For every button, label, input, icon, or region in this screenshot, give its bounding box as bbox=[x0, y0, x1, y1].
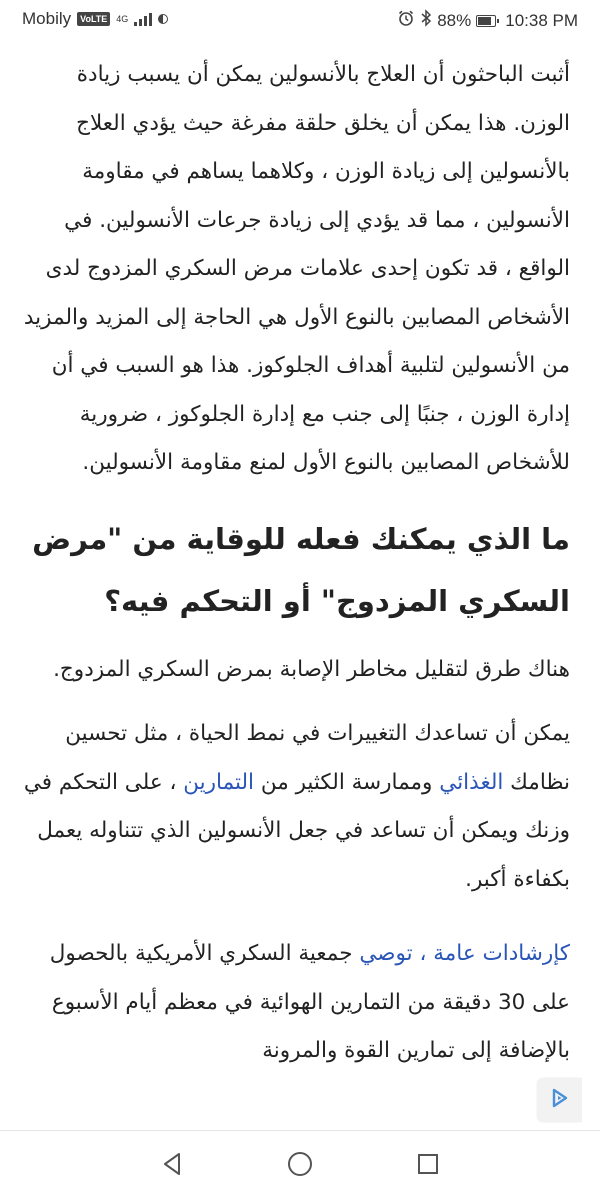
article-paragraph-3 bbox=[22, 710, 570, 904]
article-paragraph-2: هناك طرق لتقليل مخاطر الإصابة بمرض السكري المزدوج. bbox=[53, 656, 570, 682]
navigation-bar bbox=[0, 1130, 600, 1201]
network-type: 4G bbox=[116, 13, 129, 24]
status-bar bbox=[0, 0, 600, 40]
paragraph-3-text-2: وممارسة الكثير من bbox=[254, 769, 440, 795]
status-right-group bbox=[397, 9, 578, 32]
home-icon bbox=[286, 1150, 314, 1182]
clock: 10:38 PM bbox=[505, 10, 578, 30]
paragraph-3-text-1: يمكن أن تساعدك التغييرات في نمط الحياة ، مثل تحسين نظامك bbox=[65, 721, 570, 795]
paragraph-4-text-1: جمعية السكري الأمريكية بالحصول على 30 دقيقة من التمارين الهوائية في معظم أيام الأسبوع بالإضافة إلى تمارين القوة والمرونة bbox=[49, 941, 570, 1063]
status-left-group bbox=[22, 9, 168, 29]
battery-level-fill bbox=[478, 17, 491, 25]
home-button[interactable] bbox=[285, 1151, 315, 1181]
article-viewport[interactable] bbox=[0, 40, 600, 1130]
recents-icon bbox=[416, 1152, 440, 1180]
battery-icon bbox=[476, 15, 496, 27]
data-saver-icon bbox=[158, 14, 168, 24]
signal-icon bbox=[134, 12, 152, 26]
alarm-icon bbox=[397, 9, 415, 32]
volte-badge: VoLTE bbox=[77, 12, 110, 26]
carrier-name: Mobily bbox=[22, 9, 72, 28]
recents-button[interactable] bbox=[413, 1151, 443, 1181]
back-button[interactable] bbox=[157, 1151, 187, 1181]
article-body bbox=[0, 40, 600, 1076]
back-icon bbox=[160, 1151, 184, 1181]
paragraph-3-text-3: ، على التحكم في وزنك ويمكن أن تساعد في جعل الأنسولين الذي تتناوله يعمل بكفاءة أكبر. bbox=[23, 769, 570, 892]
exercise-link[interactable]: التمارين bbox=[183, 769, 255, 795]
ad-choices-icon bbox=[549, 1087, 571, 1113]
diet-link[interactable]: الغذائي bbox=[439, 769, 504, 795]
article-paragraph-4 bbox=[22, 930, 570, 1076]
section-heading: ما الذي يمكنك فعله للوقاية من "مرض السكري المزدوج" أو التحكم فيه؟ bbox=[32, 521, 570, 618]
battery-percent: 88% bbox=[437, 10, 472, 30]
ad-choices-button[interactable] bbox=[538, 1078, 582, 1122]
guidelines-link[interactable]: كإرشادات عامة ، توصي bbox=[359, 941, 570, 966]
bluetooth-icon bbox=[420, 9, 432, 32]
article-paragraph-1: أثبت الباحثون أن العلاج بالأنسولين يمكن أن يسبب زيادة الوزن. هذا يمكن أن يخلق حلقة مفرغة حيث يؤدي العلاج بالأنسولين إلى زيادة الوزن ، وكلاهما يساهم في مقاومة الأنسولين ، مما قد يؤدي إلى زيادة جرعات الأنسولين. في الواقع ، قد تكون إحدى علامات مرض السكري المزدوج لدى الأشخاص المصابين بالنوع الأول هي الحاجة إلى المزيد والمزيد من الأنسولين لتلبية أهداف الجلوكوز. هذا هو السبب في أن إدارة الوزن ، جنبًا إلى جنب مع إدارة الجلوكوز ، ضرورية للأشخاص المصابين بالنوع الأول لمنع مقاومة الأنسولين. bbox=[23, 62, 570, 475]
